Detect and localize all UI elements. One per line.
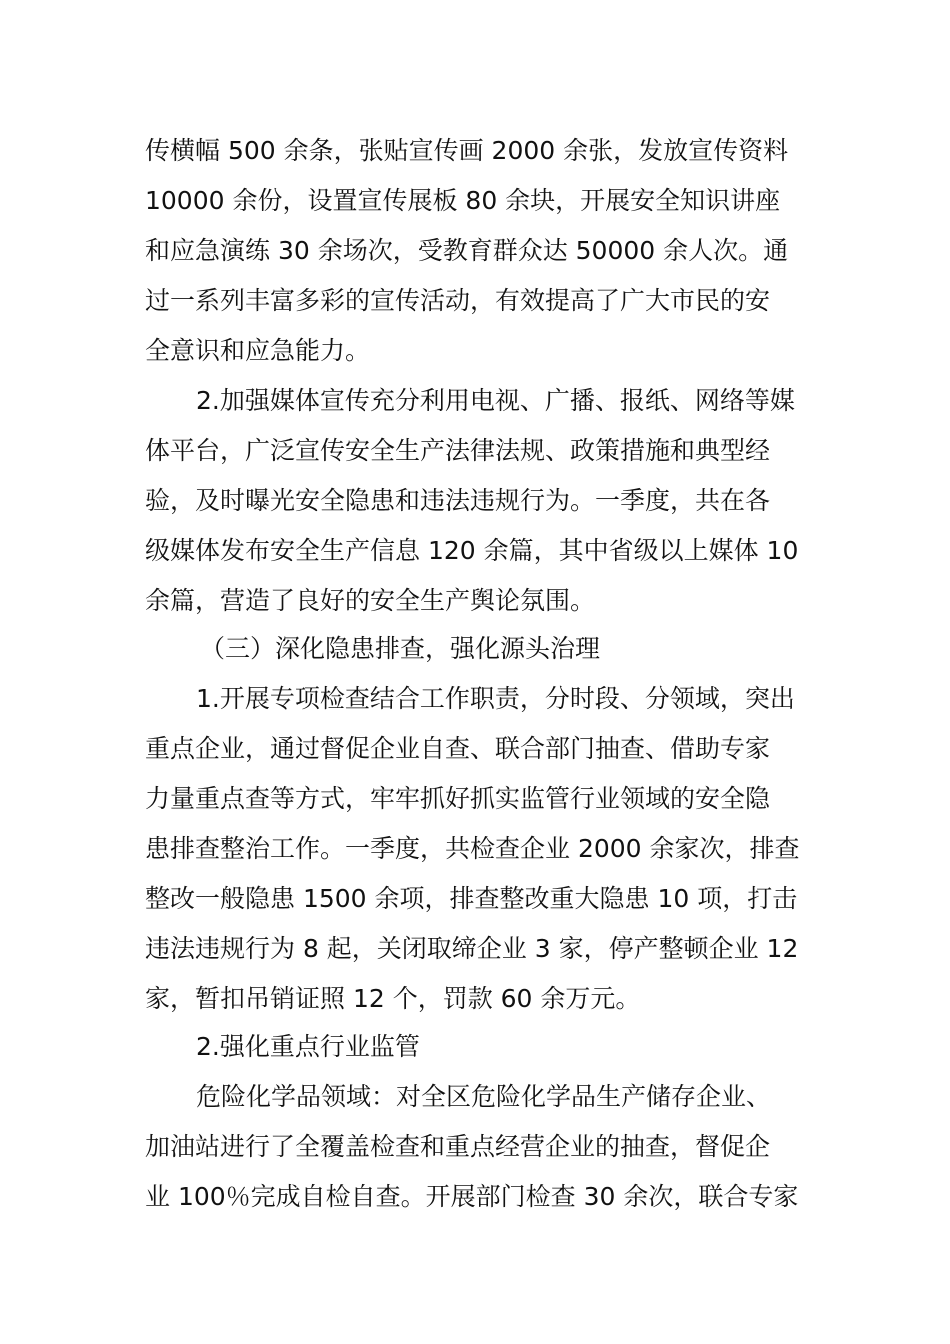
paragraph-line-indented: 1.开展专项检查结合工作职责，分时段、分领域，突出 xyxy=(196,684,795,713)
paragraph-line: 体平台，广泛宣传安全生产法律法规、政策措施和典型经 xyxy=(145,436,771,465)
paragraph-line: 10000 余份，设置宣传展板 80 余块，开展安全知识讲座 xyxy=(145,186,781,215)
paragraph-line: 违法违规行为 8 起，关闭取缔企业 3 家，停产整顿企业 12 xyxy=(145,934,799,963)
paragraph-line: 余篇，营造了良好的安全生产舆论氛围。 xyxy=(145,586,596,615)
paragraph-line: 和应急演练 30 余场次，受教育群众达 50000 余人次。通 xyxy=(145,236,789,265)
paragraph-line: 传横幅 500 余条，张贴宣传画 2000 余张，发放宣传资料 xyxy=(145,136,789,165)
paragraph-line: 力量重点查等方式，牢牢抓好抓实监管行业领域的安全隐 xyxy=(145,784,771,813)
paragraph-line: 级媒体发布安全生产信息 120 余篇，其中省级以上媒体 10 xyxy=(145,536,799,565)
paragraph-line: 业 100％完成自检自查。开展部门检查 30 余次，联合专家 xyxy=(145,1182,799,1211)
paragraph-line: 加油站进行了全覆盖检查和重点经营企业的抽查，督促企 xyxy=(145,1132,771,1161)
paragraph-line-indented: 2.加强媒体宣传充分利用电视、广播、报纸、网络等媒 xyxy=(196,386,795,415)
paragraph-line: 家，暂扣吊销证照 12 个，罚款 60 余万元。 xyxy=(145,984,641,1013)
paragraph-line: 验，及时曝光安全隐患和违法违规行为。一季度，共在各 xyxy=(145,486,771,515)
paragraph-line-indented: 危险化学品领域：对全区危险化学品生产储存企业、 xyxy=(196,1082,772,1111)
paragraph-line: 患排查整治工作。一季度，共检查企业 2000 余家次，排查 xyxy=(145,834,800,863)
paragraph-line: 全意识和应急能力。 xyxy=(145,336,371,365)
paragraph-line: 重点企业，通过督促企业自查、联合部门抽查、借助专家 xyxy=(145,734,771,763)
section-heading: （三）深化隐患排查，强化源头治理 xyxy=(200,634,601,663)
paragraph-line: 整改一般隐患 1500 余项，排查整改重大隐患 10 项，打击 xyxy=(145,884,798,913)
paragraph-line: 过一系列丰富多彩的宣传活动，有效提高了广大市民的安 xyxy=(145,286,771,315)
subsection-heading: 2.强化重点行业监管 xyxy=(196,1032,420,1061)
